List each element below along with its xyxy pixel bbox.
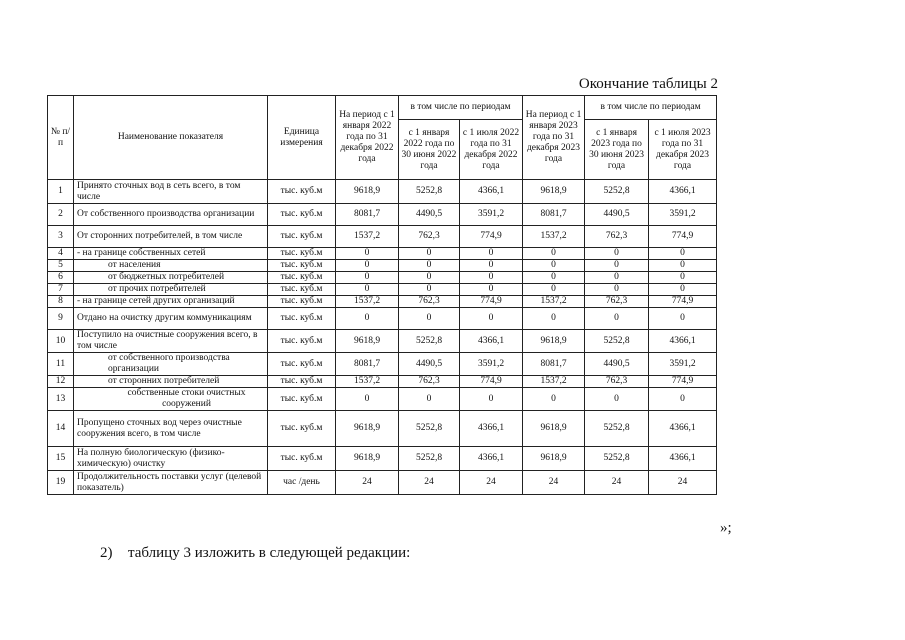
row-value-cell: 4490,5: [399, 353, 460, 376]
closing-quote: »;: [720, 520, 732, 536]
row-value-cell: 24: [585, 471, 649, 495]
row-value-cell: 774,9: [649, 296, 717, 308]
row-indicator-name: от собственного производства организации: [74, 353, 268, 376]
row-value-cell: 0: [399, 272, 460, 284]
row-value-cell: 0: [460, 260, 523, 272]
row-value-cell: 0: [336, 260, 399, 272]
row-value-cell: 4366,1: [460, 411, 523, 447]
row-value-cell: 24: [460, 471, 523, 495]
row-value-cell: 4490,5: [585, 353, 649, 376]
table-caption: Окончание таблицы 2: [578, 76, 718, 92]
row-indicator-name: от прочих потребителей: [74, 284, 268, 296]
row-unit: тыс. куб.м: [268, 284, 336, 296]
row-number: 1: [48, 180, 74, 204]
row-indicator-name: Продолжительность поставки услуг (целевой показатель): [74, 471, 268, 495]
row-value-cell: 5252,8: [399, 411, 460, 447]
row-value-cell: 762,3: [585, 296, 649, 308]
row-value-cell: 9618,9: [523, 447, 585, 471]
row-value-cell: 4366,1: [649, 411, 717, 447]
row-indicator-name: На полную биологическую (физико-химическую) очистку: [74, 447, 268, 471]
row-value-cell: 762,3: [399, 296, 460, 308]
row-value-cell: 4366,1: [460, 447, 523, 471]
row-value-cell: 0: [399, 308, 460, 330]
row-number: 5: [48, 260, 74, 272]
row-value-cell: 4366,1: [649, 180, 717, 204]
row-value-cell: 9618,9: [336, 180, 399, 204]
row-value-cell: 762,3: [399, 226, 460, 248]
table-row: [48, 272, 717, 284]
row-value-cell: 774,9: [460, 226, 523, 248]
row-value-cell: 0: [585, 260, 649, 272]
table-body: [48, 180, 717, 495]
row-value-cell: 8081,7: [336, 204, 399, 226]
row-indicator-name: - на границе сетей других организаций: [74, 296, 268, 308]
header-incl-2023: в том числе по периодам: [585, 96, 717, 120]
header-period-2022: На период с 1 января 2022 года по 31 декабря 2022 года: [336, 96, 399, 180]
row-value-cell: 0: [585, 272, 649, 284]
row-value-cell: 0: [649, 308, 717, 330]
row-value-cell: 0: [399, 284, 460, 296]
row-value-cell: 1537,2: [523, 226, 585, 248]
row-value-cell: 774,9: [460, 376, 523, 388]
row-value-cell: 0: [523, 260, 585, 272]
row-value-cell: 0: [585, 388, 649, 411]
row-number: 13: [48, 388, 74, 411]
header-name: Наименование показателя: [74, 96, 268, 180]
header-incl-2022: в том числе по периодам: [399, 96, 523, 120]
row-number: 14: [48, 411, 74, 447]
row-value-cell: 5252,8: [585, 411, 649, 447]
row-unit: тыс. куб.м: [268, 248, 336, 260]
row-indicator-name: Отдано на очистку другим коммуникациям: [74, 308, 268, 330]
row-value-cell: 0: [649, 248, 717, 260]
row-indicator-name: от бюджетных потребителей: [74, 272, 268, 284]
table-row: [48, 411, 717, 447]
row-value-cell: 9618,9: [336, 447, 399, 471]
row-value-cell: 5252,8: [585, 180, 649, 204]
row-value-cell: 4366,1: [649, 447, 717, 471]
row-value-cell: 4490,5: [585, 204, 649, 226]
table-row: [48, 296, 717, 308]
row-value-cell: 24: [649, 471, 717, 495]
row-number: 11: [48, 353, 74, 376]
row-value-cell: 3591,2: [460, 204, 523, 226]
row-value-cell: 762,3: [585, 226, 649, 248]
header-h2-2022: с 1 июля 2022 года по 31 декабря 2022 года: [460, 120, 523, 180]
row-value-cell: 1537,2: [336, 376, 399, 388]
table-row: [48, 284, 717, 296]
row-value-cell: 774,9: [649, 226, 717, 248]
row-value-cell: 9618,9: [523, 180, 585, 204]
row-value-cell: 0: [649, 284, 717, 296]
row-value-cell: 9618,9: [336, 411, 399, 447]
row-value-cell: 0: [336, 272, 399, 284]
paragraph-text: таблицу 3 изложить в следующей редакции:: [128, 545, 411, 561]
row-unit: тыс. куб.м: [268, 308, 336, 330]
row-value-cell: 8081,7: [336, 353, 399, 376]
row-value-cell: 9618,9: [523, 411, 585, 447]
row-unit: тыс. куб.м: [268, 272, 336, 284]
row-unit: тыс. куб.м: [268, 447, 336, 471]
row-value-cell: 762,3: [399, 376, 460, 388]
table-row: [48, 353, 717, 376]
row-unit: час /день: [268, 471, 336, 495]
row-value-cell: 0: [649, 272, 717, 284]
row-value-cell: 0: [523, 248, 585, 260]
row-number: 10: [48, 330, 74, 353]
row-number: 9: [48, 308, 74, 330]
row-value-cell: 4366,1: [460, 180, 523, 204]
row-unit: тыс. куб.м: [268, 260, 336, 272]
row-number: 4: [48, 248, 74, 260]
row-number: 6: [48, 272, 74, 284]
row-value-cell: 9618,9: [336, 330, 399, 353]
row-value-cell: 0: [336, 308, 399, 330]
header-h1-2023: с 1 января 2023 года по 30 июня 2023 года: [585, 120, 649, 180]
row-value-cell: 774,9: [460, 296, 523, 308]
row-value-cell: 0: [460, 308, 523, 330]
row-value-cell: 762,3: [585, 376, 649, 388]
row-unit: тыс. куб.м: [268, 411, 336, 447]
row-value-cell: 0: [585, 284, 649, 296]
row-indicator-name: от сторонних потребителей: [74, 376, 268, 388]
row-indicator-name: Пропущено сточных вод через очистные сооружения всего, в том числе: [74, 411, 268, 447]
row-value-cell: 0: [336, 248, 399, 260]
row-value-cell: 4490,5: [399, 204, 460, 226]
row-indicator-name: от населения: [74, 260, 268, 272]
row-value-cell: 0: [585, 308, 649, 330]
row-value-cell: 5252,8: [399, 330, 460, 353]
row-indicator-name: Поступило на очистные сооружения всего, в том числе: [74, 330, 268, 353]
row-value-cell: 0: [523, 272, 585, 284]
row-value-cell: 8081,7: [523, 353, 585, 376]
row-value-cell: 0: [460, 248, 523, 260]
row-number: 3: [48, 226, 74, 248]
row-value-cell: 0: [399, 260, 460, 272]
row-value-cell: 1537,2: [336, 226, 399, 248]
table-row: [48, 447, 717, 471]
row-unit: тыс. куб.м: [268, 296, 336, 308]
table-row: [48, 204, 717, 226]
row-value-cell: 0: [585, 248, 649, 260]
row-value-cell: 5252,8: [399, 180, 460, 204]
row-unit: тыс. куб.м: [268, 388, 336, 411]
table-row: [48, 330, 717, 353]
header-h1-2022: с 1 января 2022 года по 30 июня 2022 года: [399, 120, 460, 180]
table-row: [48, 260, 717, 272]
row-value-cell: 1537,2: [336, 296, 399, 308]
row-value-cell: 5252,8: [399, 447, 460, 471]
row-value-cell: 3591,2: [649, 353, 717, 376]
row-value-cell: 8081,7: [523, 204, 585, 226]
row-value-cell: 0: [523, 388, 585, 411]
row-value-cell: 0: [649, 260, 717, 272]
header-unit: Единица измерения: [268, 96, 336, 180]
row-value-cell: 3591,2: [460, 353, 523, 376]
row-unit: тыс. куб.м: [268, 353, 336, 376]
table-row: [48, 248, 717, 260]
row-value-cell: 1537,2: [523, 296, 585, 308]
row-unit: тыс. куб.м: [268, 180, 336, 204]
row-indicator-name: От сторонних потребителей, в том числе: [74, 226, 268, 248]
row-value-cell: 24: [523, 471, 585, 495]
row-value-cell: 0: [399, 248, 460, 260]
row-value-cell: 0: [336, 388, 399, 411]
row-value-cell: 0: [336, 284, 399, 296]
row-unit: тыс. куб.м: [268, 376, 336, 388]
row-value-cell: 5252,8: [585, 447, 649, 471]
row-value-cell: 0: [523, 284, 585, 296]
row-unit: тыс. куб.м: [268, 204, 336, 226]
row-number: 12: [48, 376, 74, 388]
row-number: 15: [48, 447, 74, 471]
row-indicator-name: - на границе собственных сетей: [74, 248, 268, 260]
row-value-cell: 1537,2: [523, 376, 585, 388]
row-value-cell: 0: [523, 308, 585, 330]
row-value-cell: 24: [399, 471, 460, 495]
row-value-cell: 24: [336, 471, 399, 495]
row-number: 8: [48, 296, 74, 308]
table-row: [48, 226, 717, 248]
row-value-cell: 774,9: [649, 376, 717, 388]
row-number: 7: [48, 284, 74, 296]
row-number: 19: [48, 471, 74, 495]
row-value-cell: 0: [460, 284, 523, 296]
header-period-2023: На период с 1 января 2023 года по 31 декабря 2023 года: [523, 96, 585, 180]
row-value-cell: 3591,2: [649, 204, 717, 226]
row-indicator-name: Принято сточных вод в сеть всего, в том числе: [74, 180, 268, 204]
row-value-cell: 0: [460, 388, 523, 411]
table-row: [48, 388, 717, 411]
row-value-cell: 9618,9: [523, 330, 585, 353]
header-h2-2023: с 1 июля 2023 года по 31 декабря 2023 года: [649, 120, 717, 180]
row-value-cell: 0: [649, 388, 717, 411]
row-unit: тыс. куб.м: [268, 226, 336, 248]
row-unit: тыс. куб.м: [268, 330, 336, 353]
table-row: [48, 308, 717, 330]
row-indicator-name: От собственного производства организации: [74, 204, 268, 226]
row-value-cell: 0: [399, 388, 460, 411]
row-indicator-name: собственные стоки очистных сооружений: [74, 388, 268, 411]
row-value-cell: 4366,1: [649, 330, 717, 353]
table-header: [48, 96, 717, 180]
row-value-cell: 5252,8: [585, 330, 649, 353]
paragraph-number: 2): [100, 545, 113, 561]
row-number: 2: [48, 204, 74, 226]
row-value-cell: 0: [460, 272, 523, 284]
table-row: [48, 471, 717, 495]
data-table: [47, 95, 717, 495]
table-row: [48, 180, 717, 204]
table-row: [48, 376, 717, 388]
row-value-cell: 4366,1: [460, 330, 523, 353]
header-num: № п/п: [48, 96, 74, 180]
